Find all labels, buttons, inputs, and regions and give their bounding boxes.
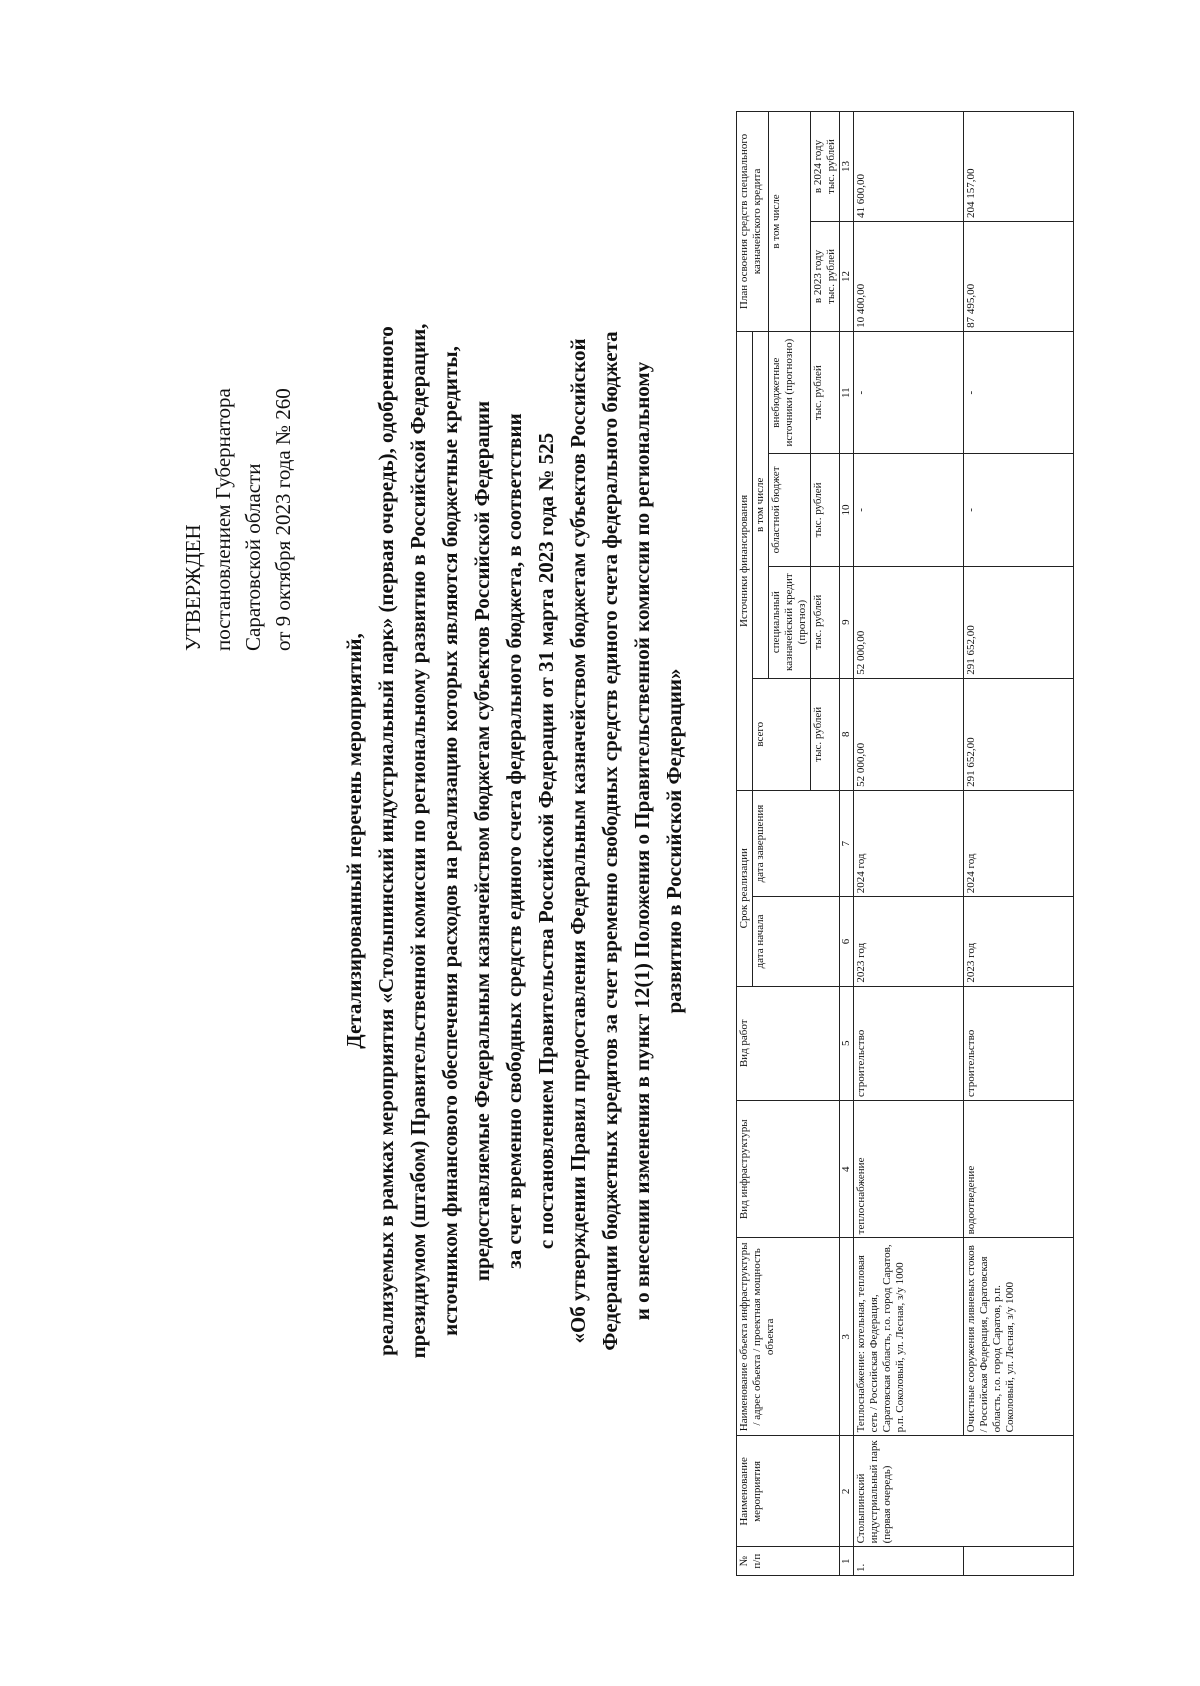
cell-y2023: 10 400,00	[854, 222, 964, 332]
cell-y2023: 87 495,00	[964, 222, 1074, 332]
cell-object: Очистные сооружения ливневых стоков / Российская Федерация, Саратовская область, г.о. город Саратов, р.п. Соколовый, ул. Лесная, з/у 1000	[964, 1238, 1074, 1436]
cell-event: Столыпинский индустриальный парк (первая очередь)	[854, 1436, 1074, 1547]
cell-y2024: 204 157,00	[964, 112, 1074, 222]
title-line: президиумом (штабом) Правительственной комиссии по региональному развитию в Российской Федерации,	[406, 323, 430, 1359]
column-number: 2	[840, 1436, 854, 1547]
cell-total: 52 000,00	[854, 678, 964, 790]
header-event-name: Наименование мероприятия	[737, 1436, 840, 1547]
cell-regional: -	[964, 454, 1074, 566]
cell-work: строительство	[964, 986, 1074, 1100]
events-table-wrapper	[736, 111, 1074, 1576]
column-number: 3	[840, 1238, 854, 1436]
header-year-2024-label: в 2024 году	[812, 139, 824, 194]
column-number: 6	[840, 897, 854, 986]
cell-infra: теплоснабжение	[854, 1101, 964, 1238]
approval-line-2: постановлением Губернатора	[211, 388, 235, 651]
header-unit: тыс. рублей	[811, 454, 840, 566]
title-line: и о внесении изменения в пункт 12(1) Положения о Правительственной комиссии по региональному	[630, 361, 654, 1321]
cell-regional: -	[854, 454, 964, 566]
header-infra-type: Вид инфраструктуры	[737, 1101, 840, 1238]
header-unit: тыс. рублей	[811, 566, 840, 678]
column-number: 13	[840, 112, 854, 222]
approval-line-3: Саратовской области	[241, 463, 265, 651]
cell-total: 291 652,00	[964, 678, 1074, 790]
cell-work: строительство	[854, 986, 964, 1100]
title-line: Детализированный перечень мероприятий,	[342, 633, 366, 1049]
header-year-2023	[811, 222, 840, 332]
header-plan-incl: в том числе	[769, 112, 811, 332]
header-work-type: Вид работ	[737, 986, 840, 1100]
column-number: 4	[840, 1101, 854, 1238]
table-row	[964, 112, 1074, 1576]
header-start: дата начала	[753, 897, 840, 986]
header-unit: тыс. рублей	[811, 678, 840, 790]
header-year-2024	[811, 112, 840, 222]
approval-line-1: УТВЕРЖДЕН	[181, 524, 205, 651]
title-line: за счет временно свободных средств единого счета федерального бюджета, в соответствии	[502, 413, 526, 1269]
header-end: дата завершения	[753, 790, 840, 896]
header-total: всего	[753, 678, 811, 790]
title-line: с постановлением Правительства Российской Федерации от 31 марта 2023 года № 525	[534, 432, 558, 1250]
cell-start: 2023 год	[854, 897, 964, 986]
header-sources-incl: в том числе	[753, 331, 769, 678]
table-row	[854, 112, 964, 1576]
title-line: Федерации бюджетных кредитов за счет временно свободных средств единого счета федерального бюджета	[598, 331, 622, 1351]
header-regional: областной бюджет	[769, 454, 811, 566]
header-sources: Источники финансирования	[737, 331, 753, 790]
header-num: № п/п	[737, 1547, 840, 1576]
cell-y2024: 41 600,00	[854, 112, 964, 222]
header-row-1	[737, 112, 753, 1576]
header-object-name: Наименование объекта инфраструктуры / адрес объекта / проектная мощность объекта	[737, 1238, 840, 1436]
cell-num	[964, 1547, 1074, 1576]
header-plan: План освоения средств специального казначейского кредита	[737, 112, 769, 332]
cell-credit: 52 000,00	[854, 566, 964, 678]
header-offbudget: внебюджетные источники (прогнозно)	[769, 331, 811, 453]
title-line: развитию в Российской Федерации»	[662, 668, 686, 1014]
column-number: 12	[840, 222, 854, 332]
column-number: 7	[840, 790, 854, 896]
column-number: 8	[840, 678, 854, 790]
header-year-2023-label: в 2023 году	[812, 249, 824, 304]
cell-offbudget: -	[964, 331, 1074, 453]
cell-credit: 291 652,00	[964, 566, 1074, 678]
column-number-row	[840, 112, 854, 1576]
column-number: 5	[840, 986, 854, 1100]
cell-offbudget: -	[854, 331, 964, 453]
header-unit: тыс. рублей	[825, 139, 837, 194]
events-table	[736, 111, 1074, 1576]
column-number: 1	[840, 1547, 854, 1576]
column-number: 9	[840, 566, 854, 678]
cell-end: 2024 год	[964, 790, 1074, 896]
cell-infra: водоотведение	[964, 1101, 1074, 1238]
cell-start: 2023 год	[964, 897, 1074, 986]
column-number: 11	[840, 331, 854, 453]
document-title	[338, 116, 690, 1566]
cell-end: 2024 год	[854, 790, 964, 896]
cell-object: Теплоснабжение: котельная, тепловая сеть / Российская Федерация, Саратовская область, г.о. город Саратов, р.п. Соколовый, ул. Лесная, з/у 1000	[854, 1238, 964, 1436]
header-credit: специальный казначейский кредит (прогноз)	[769, 566, 811, 678]
approval-stamp	[178, 171, 298, 651]
column-number: 10	[840, 454, 854, 566]
header-unit: тыс. рублей	[825, 249, 837, 304]
header-term: Срок реализации	[737, 790, 753, 986]
title-line: «Об утверждении Правил предоставления Федеральным казначейством бюджетам субъектов Российской	[566, 338, 590, 1344]
header-unit: тыс. рублей	[811, 331, 840, 453]
cell-num: 1.	[854, 1547, 964, 1576]
approval-line-4: от 9 октября 2023 года № 260	[271, 388, 295, 651]
title-line: предоставляемые Федеральным казначейством бюджетам субъектов Российской Федерации	[470, 400, 494, 1282]
title-line: реализуемых в рамках мероприятия «Столыпинский индустриальный парк» (первая очередь), одобренного	[374, 326, 398, 1356]
title-line: источником финансового обеспечения расходов на реализацию которых являются бюджетные кредиты,	[438, 346, 462, 1336]
